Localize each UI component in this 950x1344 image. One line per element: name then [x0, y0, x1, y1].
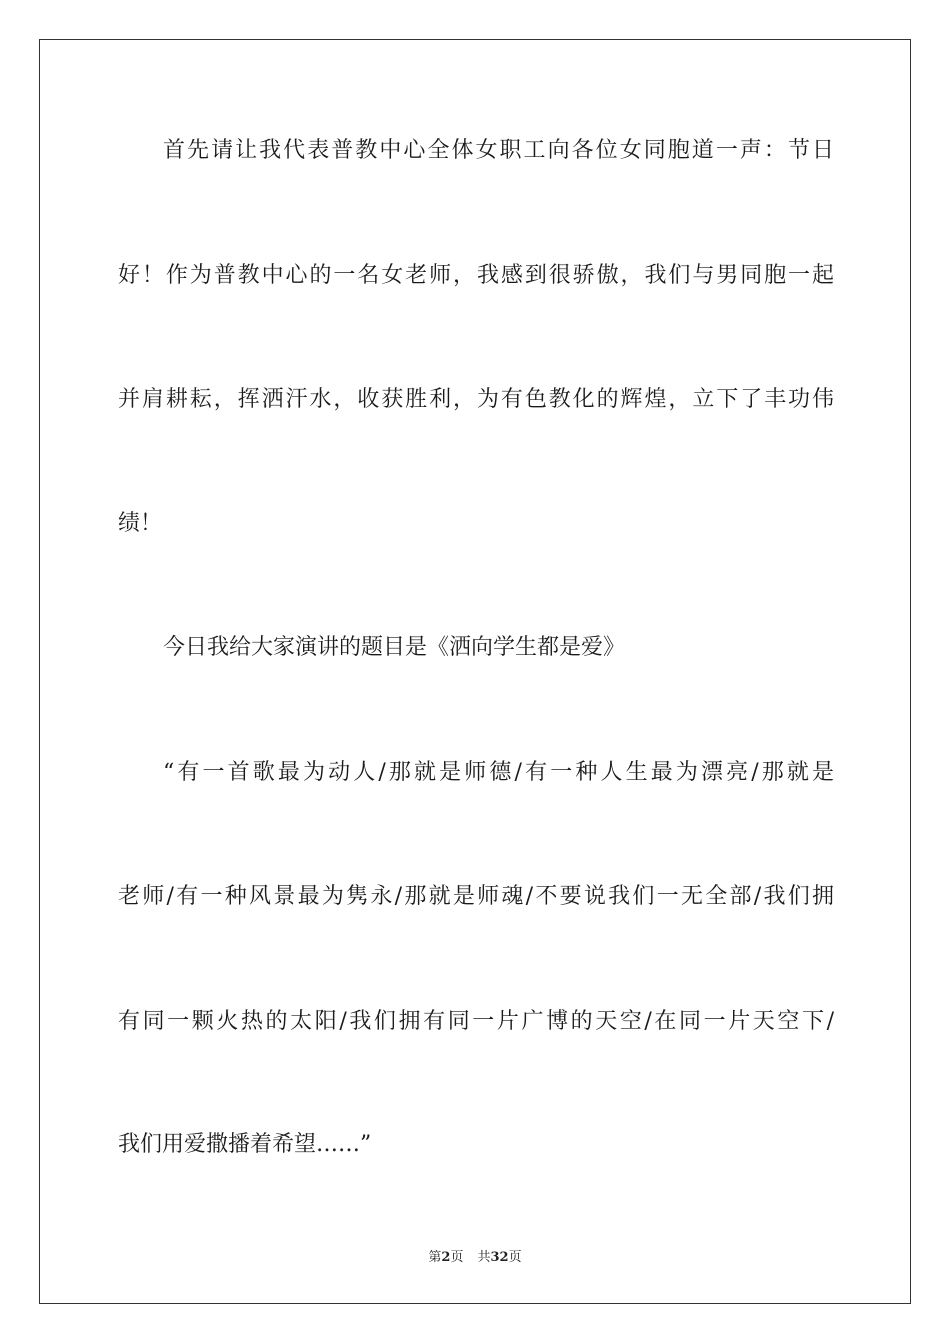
- paragraph-1-line-3: 并肩耕耘，挥洒汗水，收获胜利，为有色教化的辉煌，立下了丰功伟: [118, 387, 834, 412]
- page-prefix: 第: [428, 1250, 442, 1265]
- total-prefix: 共: [477, 1250, 491, 1265]
- paragraph-1-line-2: 好！作为普教中心的一名女老师，我感到很骄傲，我们与男同胞一起: [118, 263, 834, 288]
- page-footer: [0, 1250, 950, 1266]
- page-border: [39, 39, 911, 1304]
- total-suffix: 页: [508, 1250, 522, 1265]
- paragraph-3-line-3: 有同一颗火热的太阳/我们拥有同一片广博的天空/在同一片天空下/: [118, 1009, 834, 1034]
- paragraph-1-line-1: 首先请让我代表普教中心全体女职工向各位女同胞道一声：节日: [163, 138, 834, 163]
- paragraph-2-line-1: 今日我给大家演讲的题目是《洒向学生都是爱》: [163, 635, 626, 660]
- paragraph-3-line-4: 我们用爱撒播着希望……”: [118, 1132, 372, 1157]
- paragraph-1-line-4: 绩！: [118, 511, 163, 536]
- paragraph-3-line-1: “有一首歌最为动人/那就是师德/有一种人生最为漂亮/那就是: [163, 760, 834, 785]
- page-suffix: 页: [450, 1250, 464, 1265]
- page-number: 2: [441, 1250, 451, 1265]
- paragraph-3-line-2: 老师/有一种风景最为隽永/那就是师魂/不要说我们一无全部/我们拥: [118, 884, 834, 909]
- total-pages: 32: [490, 1250, 509, 1265]
